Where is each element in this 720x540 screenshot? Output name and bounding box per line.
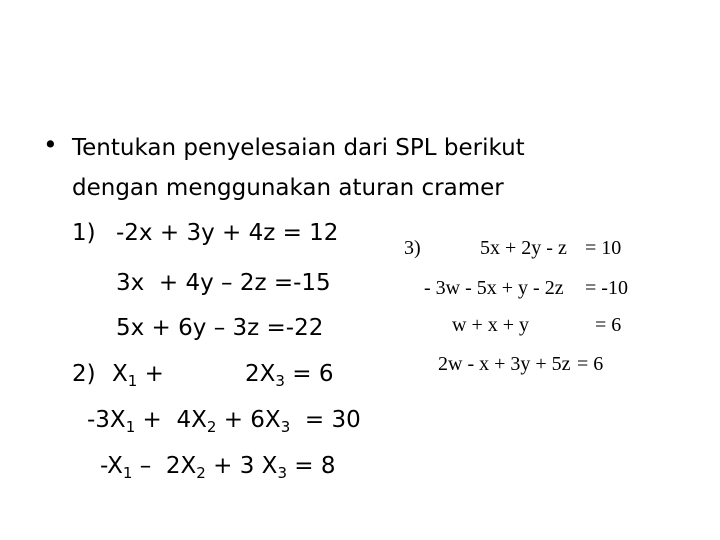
- problem-3-row-1-left: 5x + 2y - z: [480, 237, 567, 259]
- problem-3-row-2-left: - 3w - 5x + y - 2z: [424, 277, 564, 299]
- intro-line-2: dengan menggunakan aturan cramer: [72, 175, 504, 201]
- problem-2-equation-3: $-X_1 - 2X_2 + 3$ $X_3 = 8$: [100, 453, 336, 482]
- problem-2-equation-1-rhs: $2X_3 = 6$: [245, 361, 334, 390]
- problem-3-row-3-left: w + x + y: [452, 314, 530, 336]
- problem-1-number: 1): [72, 220, 96, 246]
- problem-3-row-1-right: = 10: [585, 237, 622, 259]
- problem-3-row-4-right: = 6: [577, 353, 604, 375]
- problem-1-equation-1: -2x + 3y + 4z = 12: [116, 220, 339, 246]
- intro-line-1: Tentukan penyelesaian dari SPL berikut: [72, 135, 525, 161]
- problem-3-number: 3): [404, 237, 421, 259]
- problem-3-row-1: [480, 236, 622, 260]
- problem-3-row-2-right: = -10: [585, 277, 628, 299]
- problem-2-equation-1: $X_1$ +: [112, 361, 164, 390]
- problem-2-equation-2: $-3X_1 + 4X_2 + 6X_3 = 30$: [87, 407, 361, 436]
- bullet-marker: •: [43, 130, 58, 159]
- problem-3-row-2: [424, 276, 628, 300]
- problem-1-equation-2: 3x + 4y – 2z =-15: [116, 270, 331, 296]
- problem-3-row-3-right: = 6: [595, 314, 622, 336]
- problem-3-row-3: [452, 313, 622, 337]
- problem-3-row-4: [438, 352, 604, 376]
- problem-2-number: 2): [72, 361, 96, 387]
- problem-3-row-4-left: 2w - x + 3y + 5z: [438, 353, 571, 375]
- problem-1-equation-3: 5x + 6y – 3z =-22: [116, 315, 324, 341]
